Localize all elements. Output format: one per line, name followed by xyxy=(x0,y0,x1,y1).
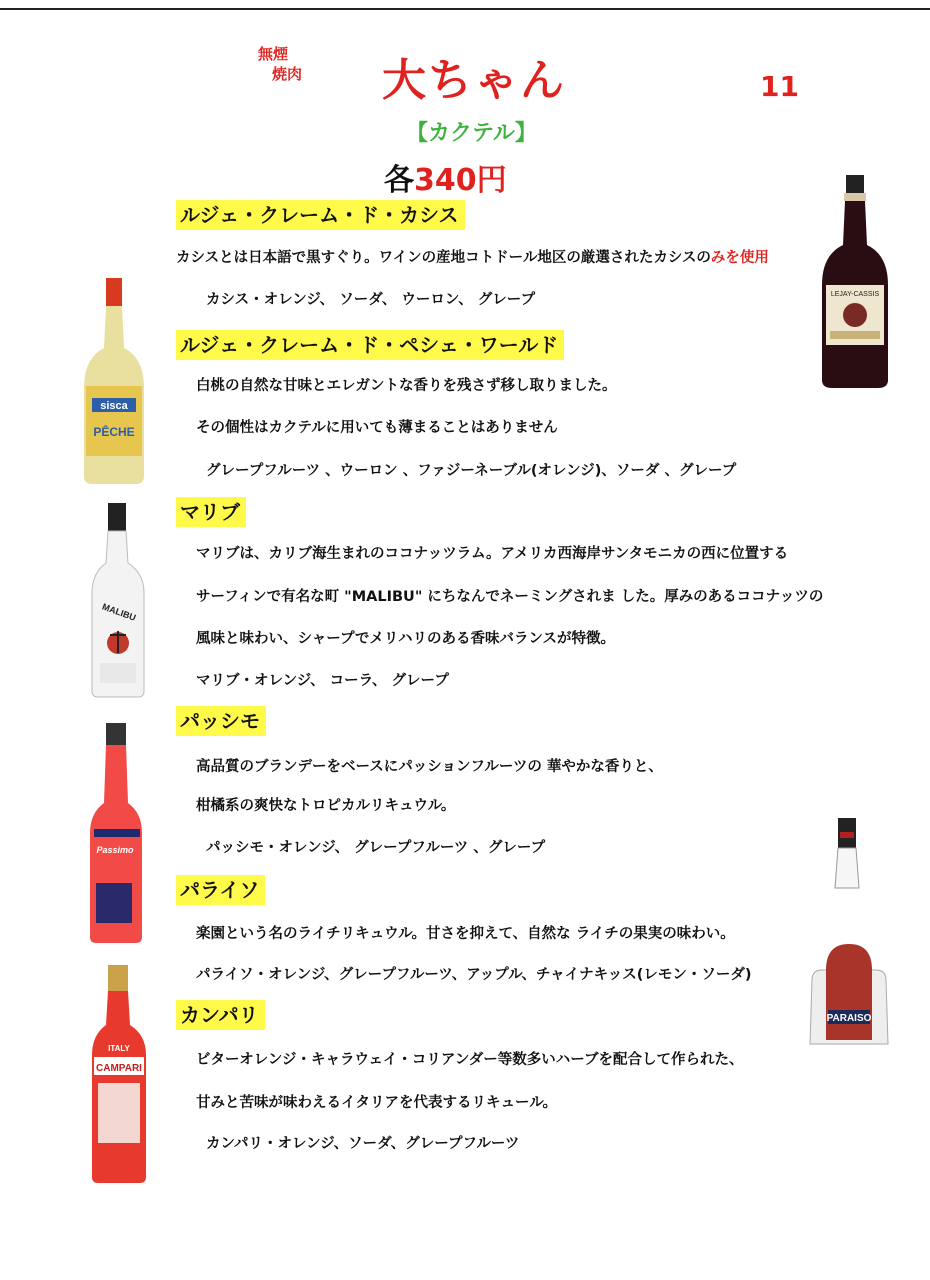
item-title-paraiso: パライソ xyxy=(176,875,265,905)
item-title-malibu: マリブ xyxy=(176,497,246,527)
item-desc-paraiso-1: 楽園という名のライチリキュウル。甘さを抑えて、自然な ライチの果実の味わい。 xyxy=(196,926,735,942)
item-title-passimo: パッシモ xyxy=(176,706,266,736)
item-desc-cassis xyxy=(176,248,769,268)
item-mixers-cassis: カシス・オレンジ、 ソーダ、 ウーロン、 グレープ xyxy=(206,292,536,308)
item-desc-malibu-1: マリブは、カリブ海生まれのココナッツラム。アメリカ西海岸サンタモニカの西に位置する xyxy=(196,546,789,562)
item-desc-campari-2: 甘みと苦味が味わえるイタリアを代表するリキュール。 xyxy=(196,1095,558,1111)
item-desc-cassis-text: カシスとは日本語で黒すぐり。ワインの産地コトドール地区の厳選されたカシスの xyxy=(176,250,711,266)
campari-bottle-origin: ITALY xyxy=(108,1044,130,1053)
passimo-bottle-image xyxy=(88,723,146,945)
cassis-bottle-image xyxy=(818,175,892,390)
item-desc-malibu-2: サーフィンで有名な町 "MALIBU" にちなんでネーミングされま した。厚みのあるココナッツの xyxy=(196,589,824,605)
cassis-bottle-label: LEJAY-CASSIS xyxy=(830,291,880,298)
item-desc-peche-1: 白桃の自然な甘味とエレガントな香りを残さず移し取りました。 xyxy=(196,378,617,394)
item-desc-malibu-3: 風味と味わい、シャープでメリハリのある香味バランスが特徴。 xyxy=(196,631,616,647)
item-mixers-passimo: パッシモ・オレンジ、 グレープフルーツ 、グレープ xyxy=(206,840,546,856)
peche-bottle-image xyxy=(80,278,148,486)
section-title: 【カクテル】 xyxy=(406,121,537,146)
price-each: 各 xyxy=(384,163,414,198)
paraiso-small-bottle-image xyxy=(832,818,862,890)
item-title-campari: カンパリ xyxy=(176,1000,265,1030)
item-mixers-campari: カンパリ・オレンジ、ソーダ、グレープフルーツ xyxy=(206,1136,520,1152)
restaurant-name: 大ちゃん xyxy=(382,55,566,106)
passimo-bottle-label: Passimo xyxy=(96,845,134,855)
malibu-bottle-label: MALIBU xyxy=(100,601,138,623)
top-border xyxy=(0,8,930,10)
peche-bottle-brand: sisca xyxy=(100,400,128,412)
item-desc-passimo-1: 高品質のブランデーをベースにパッションフルーツの 華やかな香りと、 xyxy=(196,759,663,775)
brand-subtitle-line1: 無煙 xyxy=(258,45,289,63)
paraiso-bottle-label: PARAISO xyxy=(826,1013,872,1024)
brand-subtitle-line2: 焼肉 xyxy=(272,65,303,83)
item-title-cassis: ルジェ・クレーム・ド・カシス xyxy=(176,200,465,230)
malibu-bottle-image xyxy=(90,503,148,699)
item-title-peche: ルジェ・クレーム・ド・ペシェ・ワールド xyxy=(176,330,564,360)
item-desc-peche-2: その個性はカクテルに用いても薄まることはありません xyxy=(196,420,558,436)
item-desc-cassis-highlight: みを使用 xyxy=(710,250,769,266)
price-amount: 340円 xyxy=(414,163,507,198)
campari-bottle-image xyxy=(88,965,150,1185)
item-desc-campari-1: ビターオレンジ・キャラウェイ・コリアンダー等数多いハーブを配合して作られた、 xyxy=(196,1052,744,1068)
item-mixers-paraiso: パライソ・オレンジ、グレープフルーツ、アップル、チャイナキッス(レモン・ソーダ) xyxy=(196,967,752,983)
item-desc-passimo-2: 柑橘系の爽快なトロピカルリキュウル。 xyxy=(196,798,456,814)
campari-bottle-label: CAMPARI xyxy=(96,1063,142,1074)
price xyxy=(384,155,507,199)
peche-bottle-label: PÊCHE xyxy=(93,425,135,439)
page-number: 11 xyxy=(760,70,799,103)
paraiso-bottle-image xyxy=(806,940,892,1048)
item-mixers-malibu: マリブ・オレンジ、 コーラ、 グレープ xyxy=(196,673,449,689)
item-mixers-peche: グレープフルーツ 、ウーロン 、ファジーネーブル(オレンジ)、ソーダ 、グレープ xyxy=(206,463,737,479)
brand-subtitle xyxy=(258,44,328,84)
